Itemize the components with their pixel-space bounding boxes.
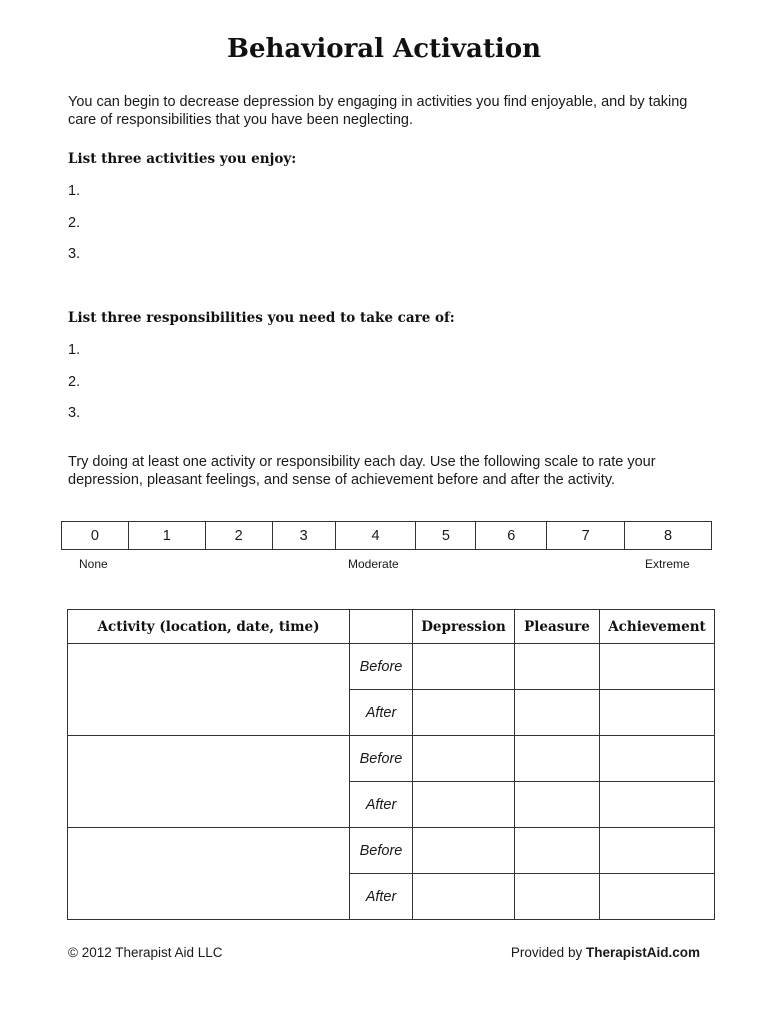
table-header-row	[68, 610, 715, 644]
header-activity: Activity (location, date, time)	[68, 610, 350, 644]
activity-entry-cell[interactable]	[68, 736, 350, 828]
responsibilities-heading: List three responsibilities you need to take care of:	[68, 310, 455, 326]
scale-value-2: 2	[206, 522, 273, 549]
header-phase	[350, 610, 413, 644]
scale-value-6: 6	[476, 522, 547, 549]
table-row	[68, 828, 715, 874]
achievement-rating-cell[interactable]	[600, 736, 715, 782]
intro-paragraph: You can begin to decrease depression by engaging in activities you find enjoyable, and by taking care of responsibilities that you have been neglecting.	[68, 94, 688, 128]
header-pleasure: Pleasure	[515, 610, 600, 644]
scale-value-3: 3	[273, 522, 336, 549]
before-label: Before	[350, 644, 413, 690]
before-label: Before	[350, 828, 413, 874]
instructions-paragraph: Try doing at least one activity or responsibility each day. Use the following scale to rate your depression, pleasant feelings, and sense of achievement before and after the activity.	[68, 454, 656, 488]
footer-provided-by	[511, 945, 700, 960]
scale-value-5: 5	[416, 522, 476, 549]
activity-item-3: 3.	[68, 246, 81, 262]
activity-entry-cell[interactable]	[68, 644, 350, 736]
after-label: After	[350, 874, 413, 920]
provided-by-text: Provided by	[510, 945, 583, 960]
activity-item-1: 1.	[68, 183, 81, 199]
activity-log-table	[67, 609, 715, 920]
depression-rating-cell[interactable]	[413, 874, 515, 920]
achievement-rating-cell[interactable]	[600, 782, 715, 828]
scale-label-extreme: Extreme	[645, 557, 690, 571]
achievement-rating-cell[interactable]	[600, 828, 715, 874]
before-label: Before	[350, 736, 413, 782]
pleasure-rating-cell[interactable]	[515, 782, 600, 828]
after-label: After	[350, 782, 413, 828]
header-achievement: Achievement	[600, 610, 715, 644]
depression-rating-cell[interactable]	[413, 644, 515, 690]
scale-value-8: 8	[664, 527, 673, 544]
scale-value-7: 7	[547, 522, 625, 549]
header-depression: Depression	[413, 610, 515, 644]
depression-rating-cell[interactable]	[413, 690, 515, 736]
pleasure-rating-cell[interactable]	[515, 644, 600, 690]
activity-entry-cell[interactable]	[68, 828, 350, 920]
pleasure-rating-cell[interactable]	[515, 828, 600, 874]
responsibility-item-1: 1.	[68, 342, 81, 358]
page-title: Behavioral Activation	[226, 34, 542, 64]
depression-rating-cell[interactable]	[413, 736, 515, 782]
table-row	[68, 644, 715, 690]
pleasure-rating-cell[interactable]	[515, 736, 600, 782]
depression-rating-cell[interactable]	[413, 782, 515, 828]
rating-scale	[61, 521, 712, 550]
achievement-rating-cell[interactable]	[600, 874, 715, 920]
table-row	[68, 736, 715, 782]
scale-label-moderate: Moderate	[348, 557, 399, 571]
activity-item-2: 2.	[68, 215, 81, 231]
responsibility-item-2: 2.	[68, 374, 81, 390]
scale-value-4: 4	[336, 522, 417, 549]
site-link[interactable]: TherapistAid.com	[585, 945, 700, 960]
depression-rating-cell[interactable]	[413, 828, 515, 874]
responsibility-item-3: 3.	[68, 405, 81, 421]
scale-label-none: None	[79, 557, 108, 571]
achievement-rating-cell[interactable]	[600, 690, 715, 736]
pleasure-rating-cell[interactable]	[515, 690, 600, 736]
achievement-rating-cell[interactable]	[600, 644, 715, 690]
pleasure-rating-cell[interactable]	[515, 874, 600, 920]
footer-copyright: © 2012 Therapist Aid LLC	[68, 945, 223, 960]
scale-value-0: 0	[62, 522, 129, 549]
activities-heading: List three activities you enjoy:	[68, 151, 297, 167]
after-label: After	[350, 690, 413, 736]
scale-value-1: 1	[129, 522, 206, 549]
